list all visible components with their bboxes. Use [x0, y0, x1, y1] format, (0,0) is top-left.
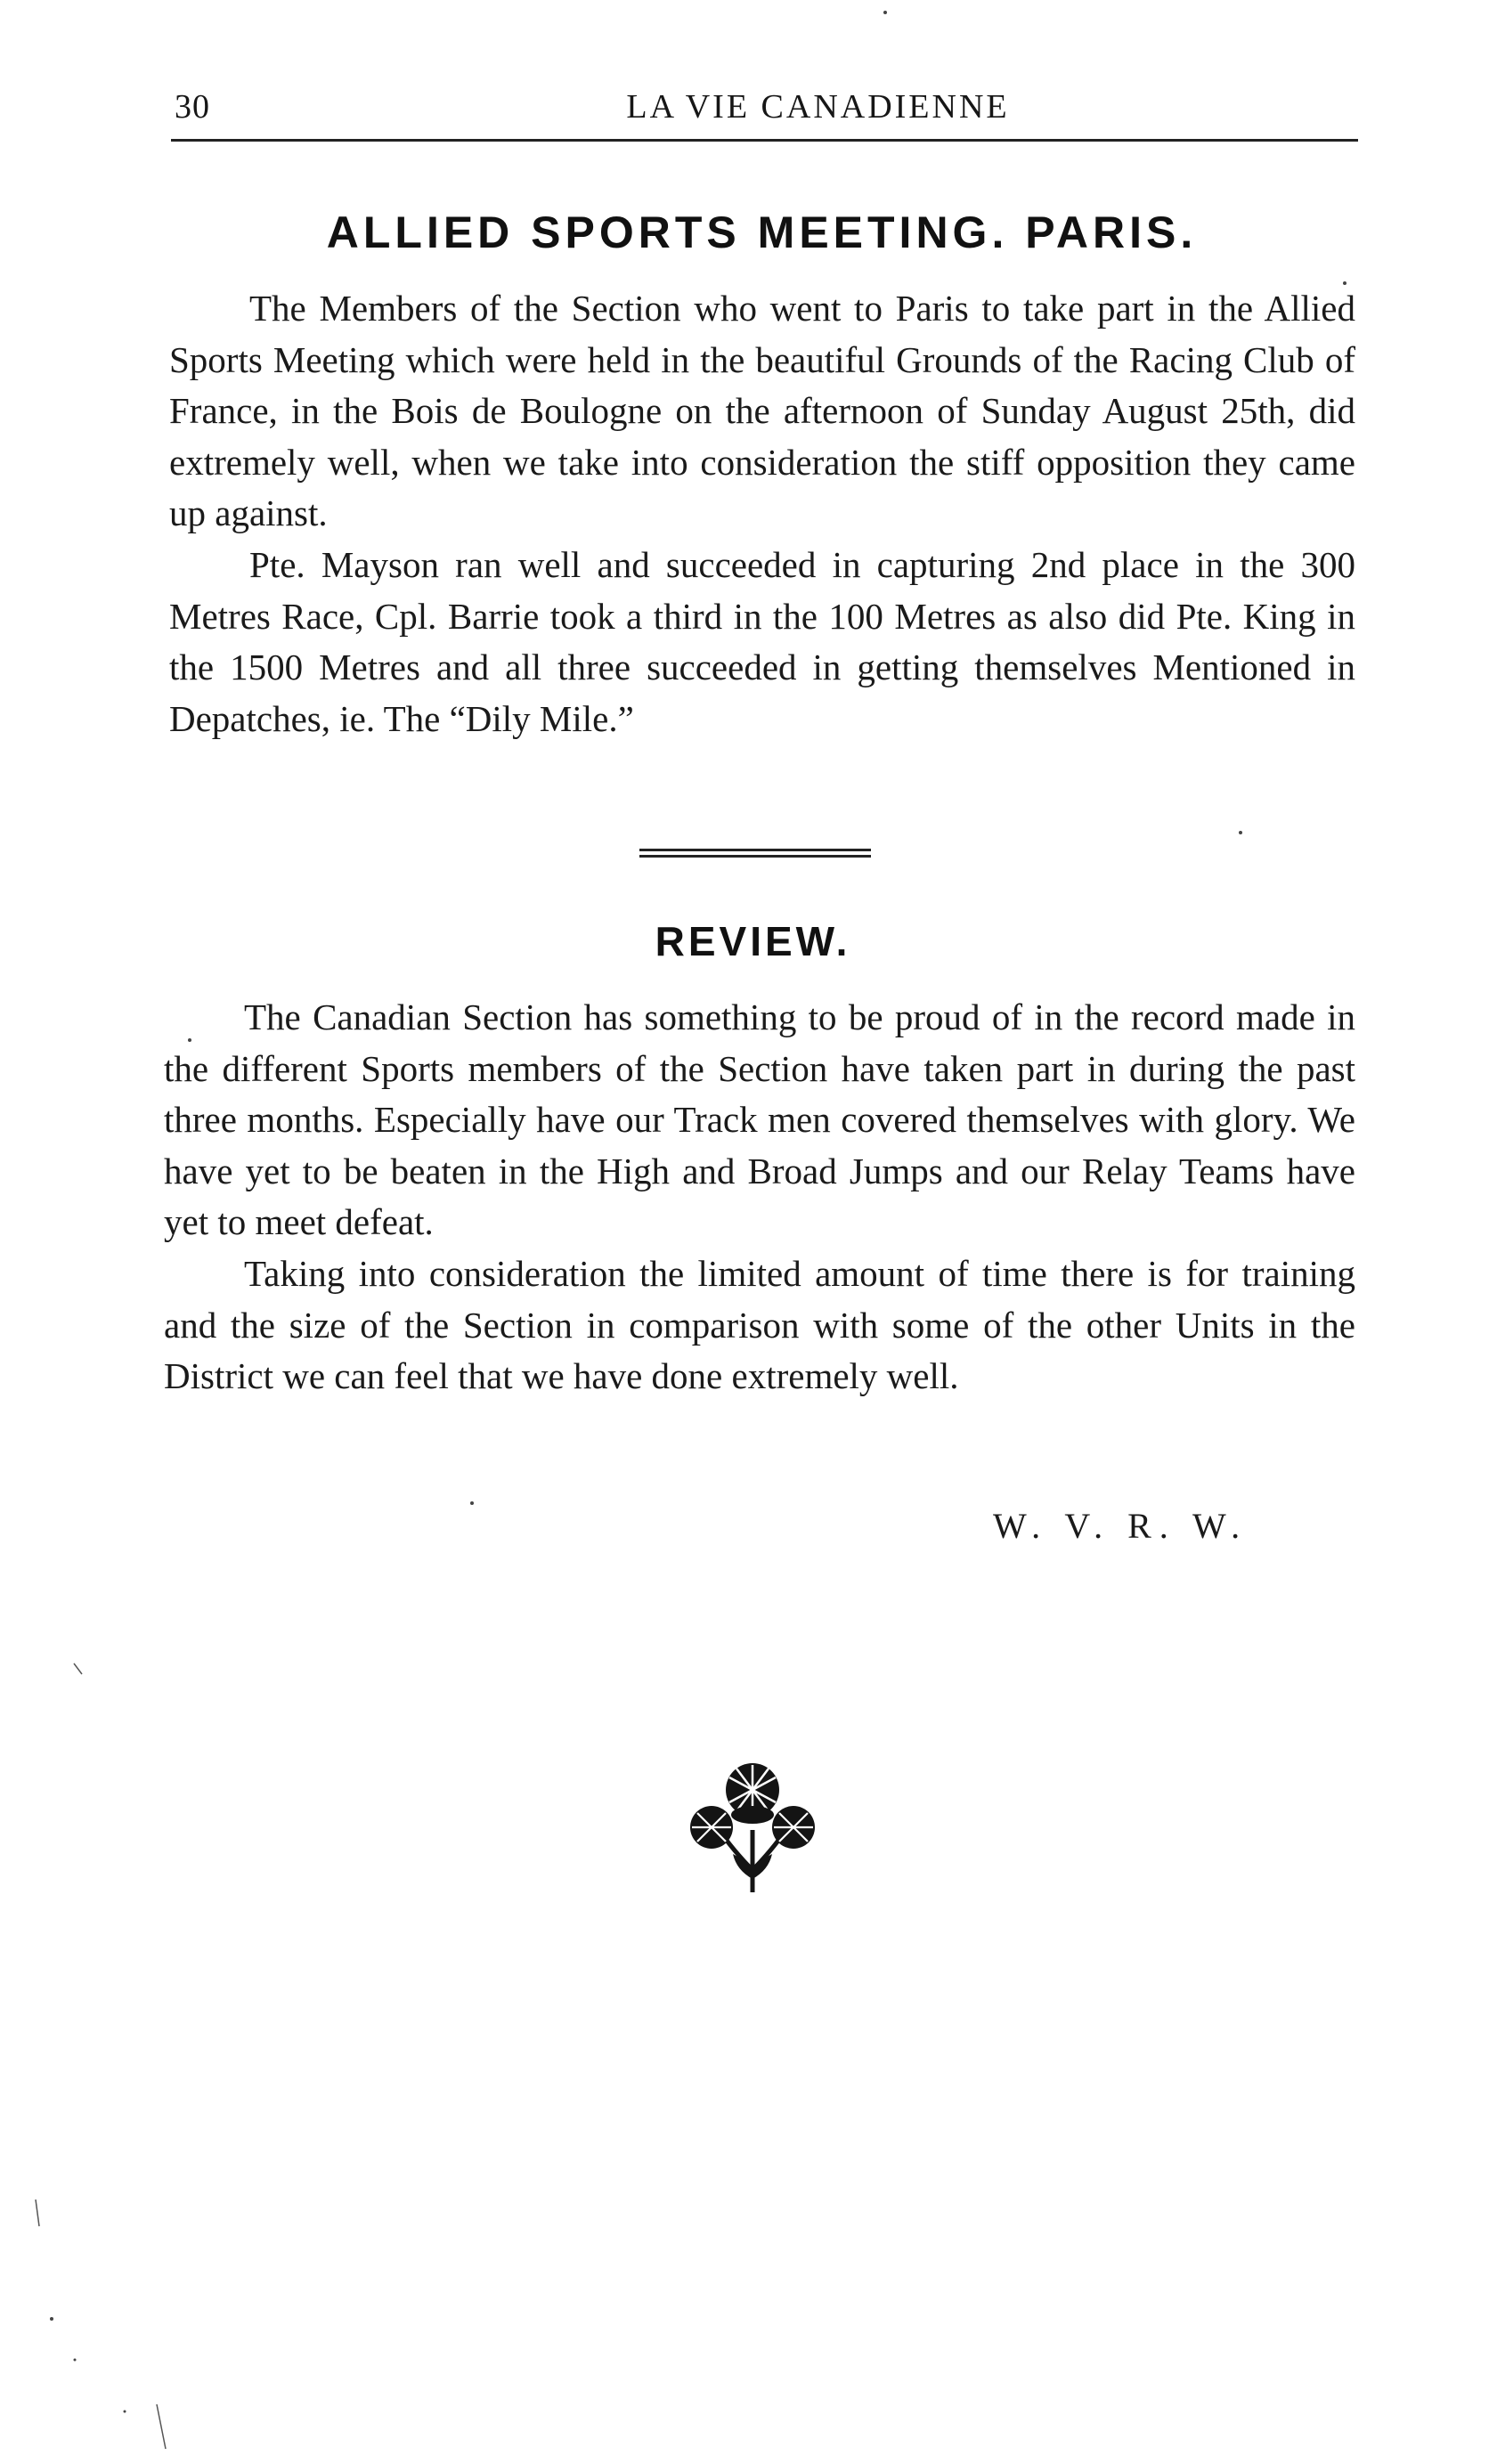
paragraph: The Canadian Section has something to be proud of in the record made in the different Sports members of the Section have taken part in during the past three months. Especially have our Track men covered themselves with glory. We have yet to be beaten in the High and Broad Jumps and our Relay Teams have yet to meet defeat.: [164, 996, 1355, 1243]
journal-title: LA VIE CANADIENNE: [626, 88, 1010, 126]
article-body: [169, 283, 1355, 744]
section-title: REVIEW.: [655, 918, 851, 964]
review-body: [164, 992, 1355, 1403]
paragraph: Pte. Mayson ran well and succeeded in capturing 2nd place in the 300 Metres Race, Cpl. Barrie took a third in the 100 Metres as also did Pte. King in the 1500 Metres and all three succeeded in getting themselves Mentioned in Depatches, ie. The “Dily Mile.”: [169, 543, 1355, 739]
article-title: ALLIED SPORTS MEETING. PARIS.: [326, 207, 1198, 257]
paragraph: The Members of the Section who went to Paris to take part in the Allied Sports Meeting which were held in the beautiful Grounds of the Racing Club of France, in the Bois de Boulogne on the afternoon of Sunday August 25th, did extremely well, when we take into consideration the stiff opposition they came up against.: [169, 288, 1355, 534]
flower-icon: [681, 1745, 824, 1897]
signature: W. V. R. W.: [993, 1506, 1249, 1546]
paragraph: Taking into consideration the limited amount of time there is for training and the size of the Section in comparison with some of the other Units in the District we can feel that we have done extremely well.: [164, 1252, 1355, 1397]
double-rule-divider: [639, 849, 871, 859]
page-number: 30: [175, 88, 210, 126]
running-head: [171, 87, 1358, 142]
